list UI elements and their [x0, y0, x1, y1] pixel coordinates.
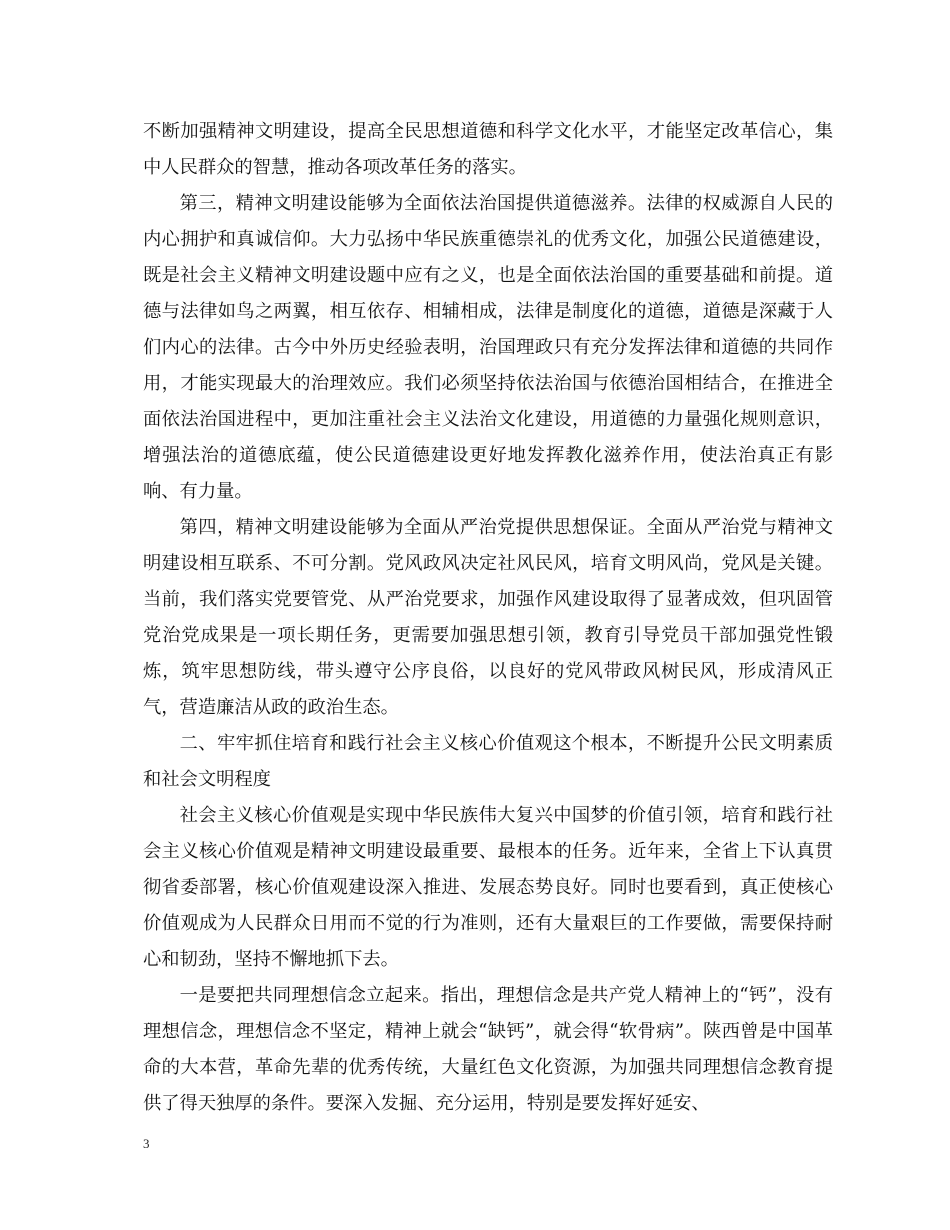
section-heading-core-values: 二、牢牢抓住培育和践行社会主义核心价值观这个根本，不断提升公民文明素质和社会文明程度	[143, 733, 833, 790]
paragraph-rule-of-law: 第三，精神文明建设能够为全面依法治国提供道德滋养。法律的权威源自人民的内心拥护和真诚信仰。大力弘扬中华民族重德崇礼的优秀文化，加强公民道德建设，既是社会主义精神文明建设题中应有之义，也是全面依法治国的重要基础和前提。道德与法律如鸟之两翼，相互依存、相辅相成，法律是制度化的道德，道德是深藏于人们内心的法律。古今中外历史经验表明，治国理政只有充分发挥法律和道德的共同作用，才能实现最大的治理效应。我们必须坚持依法治国与依德治国相结合，在推进全面依法治国进程中，更加注重社会主义法治文化建设，用道德的力量强化规则意识，增强法治的道德底蕴，使公民道德建设更好地发挥教化滋养作用，使法治真正有影响、有力量。	[143, 193, 833, 502]
paragraph-ideals-beliefs: 一是要把共同理想信念立起来。指出，理想信念是共产党人精神上的“钙”，没有理想信念，理想信念不坚定，精神上就会“缺钙”，就会得“软骨病”。陕西曾是中国革命的大本营，革命先辈的优秀传统，大量红色文化资源，为加强共同理想信念教育提供了得天独厚的条件。要深入发掘、充分运用，特别是要发挥好延安、	[143, 985, 833, 1114]
paragraph-continuation: 不断加强精神文明建设，提高全民思想道德和科学文化水平，才能坚定改革信心，集中人民群众的智慧，推动各项改革任务的落实。	[143, 121, 833, 178]
document-body	[143, 114, 833, 1122]
paragraph-core-values: 社会主义核心价值观是实现中华民族伟大复兴中国梦的价值引领，培育和践行社会主义核心价值观是精神文明建设最重要、最根本的任务。近年来，全省上下认真贯彻省委部署，核心价值观建设深入推进、发展态势良好。同时也要看到，真正使核心价值观成为人民群众日用而不觉的行为准则，还有大量艰巨的工作要做，需要保持耐心和韧劲，坚持不懈地抓下去。	[143, 805, 833, 970]
paragraph-party-governance: 第四，精神文明建设能够为全面从严治党提供思想保证。全面从严治党与精神文明建设相互联系、不可分割。党风政风决定社风民风，培育文明风尚，党风是关键。当前，我们落实党要管党、从严治党要求，加强作风建设取得了显著成效，但巩固管党治党成果是一项长期任务，更需要加强思想引领，教育引导党员干部加强党性锻炼，筑牢思想防线，带头遵守公序良俗，以良好的党风带政风树民风，形成清风正气，营造廉洁从政的政治生态。	[143, 517, 833, 718]
page-number: 3	[143, 1136, 150, 1151]
